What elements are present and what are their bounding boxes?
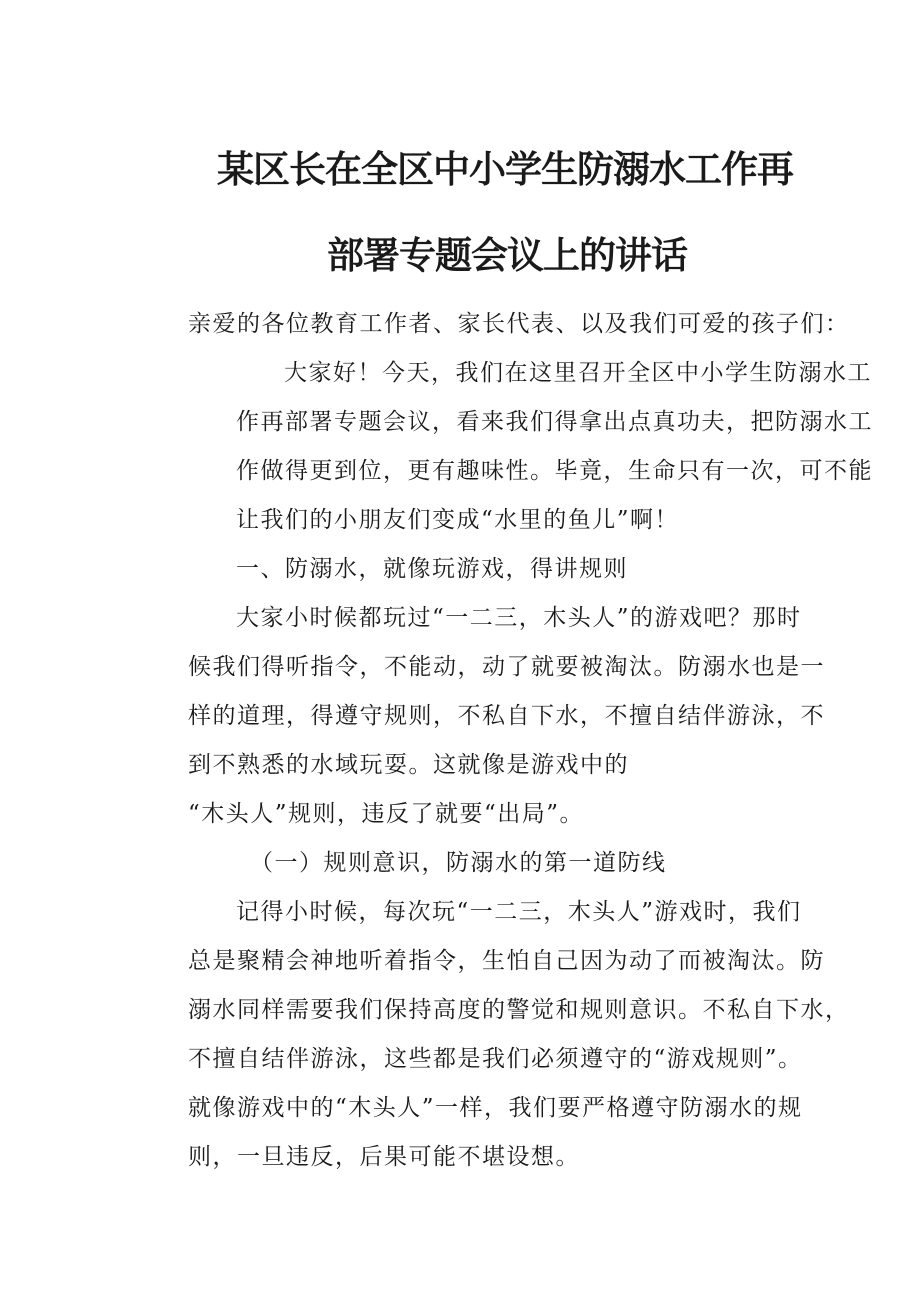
subsection-1-line-5: 就像游戏中的“木头人”一样，我们要严格遵守防溺水的规 xyxy=(188,1095,803,1121)
intro-line-3: 作做得更到位，更有趣味性。毕竟，生命只有一次，可不能 xyxy=(236,458,873,484)
subsection-heading-1 xyxy=(188,839,808,888)
section-1-line-1: 大家小时候都玩过“一二三，木头人”的游戏吧？那时 xyxy=(236,605,802,631)
document-body xyxy=(188,300,873,1182)
subsection-1-line-1: 记得小时候，每次玩“一二三，木头人”游戏时，我们 xyxy=(236,899,802,925)
document-title-line-1: 某区长在全区中小学生防溺水工作再 xyxy=(217,148,793,191)
section-1-line-3: 样的道理，得遵守规则，不私自下水，不擅自结伴游泳，不 xyxy=(188,703,825,729)
subsection-heading-1-text: （一）规则意识，防溺水的第一道防线 xyxy=(250,850,667,876)
subsection-1-line-3: 溺水同样需要我们保持高度的警觉和规则意识。不私自下水， xyxy=(188,997,850,1023)
section-1-paragraph xyxy=(188,594,825,839)
subsection-1-paragraph xyxy=(188,888,850,1182)
intro-line-4: 让我们的小朋友们变成“水里的鱼儿”啊！ xyxy=(236,507,680,533)
intro-line-1: 大家好！今天，我们在这里召开全区中小学生防溺水工 xyxy=(284,360,872,386)
section-heading-1-text: 一、防溺水，就像玩游戏，得讲规则 xyxy=(236,556,628,582)
section-heading-1 xyxy=(188,545,808,594)
document-title-line-2: 部署专题会议上的讲话 xyxy=(327,234,687,277)
subsection-1-line-6: 则，一旦违反，后果可能不堪设想。 xyxy=(188,1144,580,1170)
intro-line-2: 作再部署专题会议，看来我们得拿出点真功夫，把防溺水工 xyxy=(236,409,873,435)
section-1-line-4: 到不熟悉的水域玩耍。这就像是游戏中的 xyxy=(188,752,629,778)
section-1-line-5: “木头人”规则，违反了就要“出局”。 xyxy=(188,801,585,827)
section-1-line-2: 候我们得听指令，不能动，动了就要被淘汰。防溺水也是一 xyxy=(188,654,825,680)
salutation-line: 亲爱的各位教育工作者、家长代表、以及我们可爱的孩子们： xyxy=(188,311,850,337)
subsection-1-line-4: 不擅自结伴游泳，这些都是我们必须遵守的“游戏规则”。 xyxy=(188,1046,803,1072)
intro-paragraph xyxy=(188,349,873,545)
subsection-1-line-2: 总是聚精会神地听着指令，生怕自己因为动了而被淘汰。防 xyxy=(188,948,825,974)
salutation xyxy=(188,300,850,349)
